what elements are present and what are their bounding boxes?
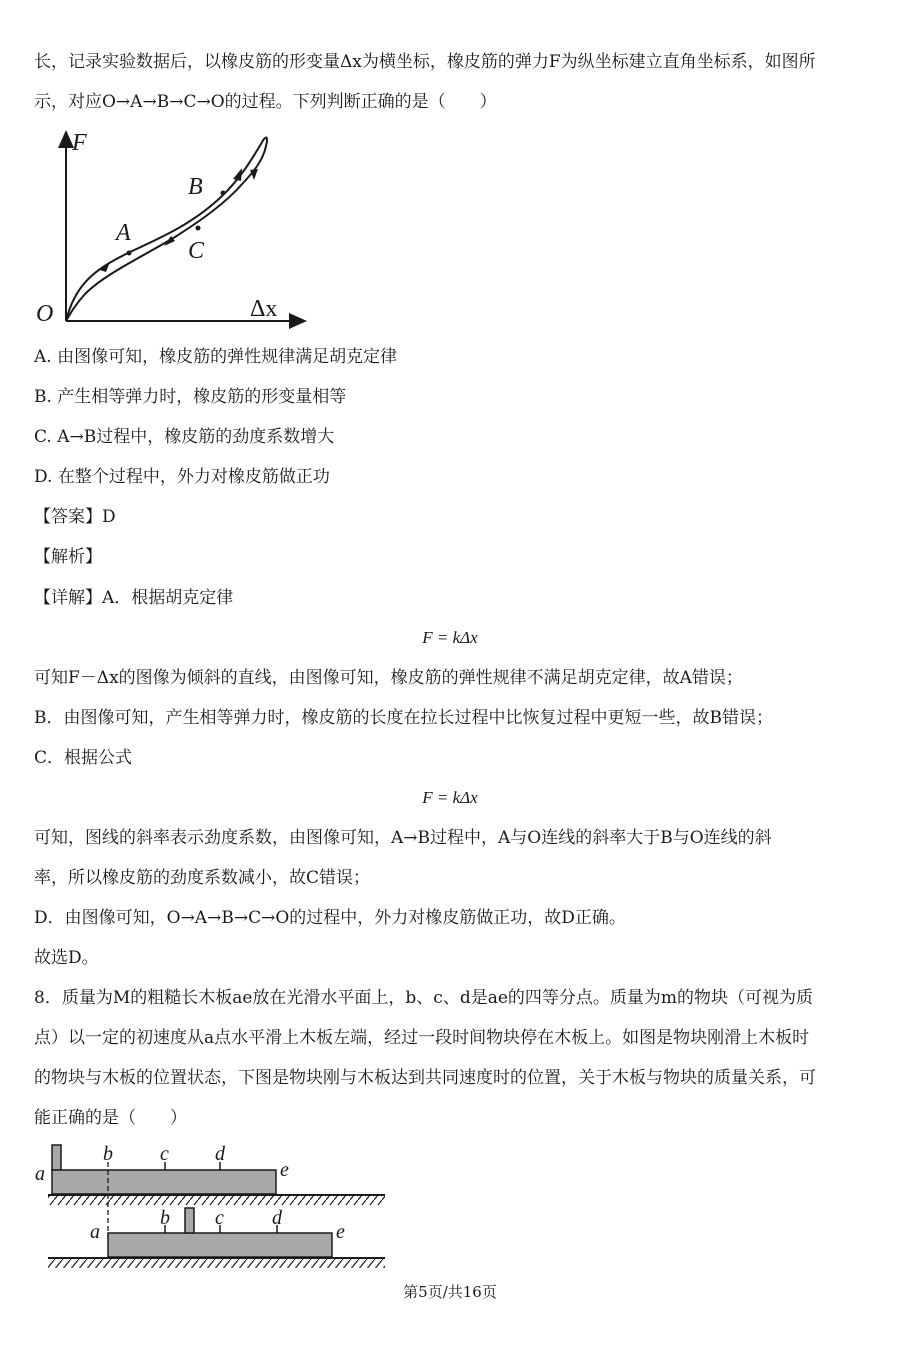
- q7-detail-line-6: 率，所以橡皮筋的劲度系数减小，故C错误；: [34, 868, 371, 888]
- origin-label: O: [36, 301, 54, 327]
- point-a-dot: [127, 251, 132, 256]
- q8-board-block-figure: [30, 1140, 400, 1275]
- q8-stem-line-1: 8．质量为M的粗糙长木板ae放在光滑水平面上，b、c、d是ae的四等分点。质量为m的物块（可视为质: [34, 988, 814, 1008]
- arrow-up-2: [233, 168, 242, 181]
- q7-detail-line-4: C．根据公式: [34, 748, 133, 768]
- bottom-label-d: d: [272, 1207, 282, 1229]
- q7-conclusion: 故选D。: [34, 948, 99, 968]
- axis-x-label: Δx: [250, 296, 278, 322]
- top-label-c: c: [160, 1143, 169, 1165]
- bottom-label-b: b: [160, 1207, 170, 1229]
- point-c-dot: [196, 226, 201, 231]
- q7-force-extension-graph: [30, 124, 320, 329]
- loading-curve: [66, 144, 261, 321]
- top-label-e: e: [280, 1159, 289, 1181]
- q7-detail-line-3: B．由图像可知，产生相等弹力时，橡皮筋的长度在拉长过程中比恢复过程中更短一些，故B错误；: [34, 708, 773, 728]
- bottom-ground-hatch: [48, 1259, 385, 1268]
- q7-option-d: D. 在整个过程中，外力对橡皮筋做正功: [34, 467, 330, 487]
- bottom-board: [108, 1233, 332, 1257]
- q8-stem-line-3: 的物块与木板的位置状态，下图是物块刚与木板达到共同速度时的位置，关于木板与物块的质量关系，可: [34, 1068, 816, 1088]
- q7-option-b: B. 产生相等弹力时，橡皮筋的形变量相等: [34, 387, 347, 407]
- top-label-b: b: [103, 1143, 113, 1165]
- q7-formula-1: F = kΔx: [422, 628, 478, 647]
- q7-option-a: A. 由图像可知，橡皮筋的弹性规律满足胡克定律: [34, 347, 398, 367]
- top-block: [52, 1145, 61, 1170]
- bottom-block: [185, 1208, 194, 1233]
- q7-analysis-heading: 【解析】: [34, 547, 102, 567]
- bottom-label-e: e: [336, 1221, 345, 1243]
- q7-answer: 【答案】D: [34, 507, 116, 527]
- q7-formula-2: F = kΔx: [422, 788, 478, 807]
- point-c-label: C: [188, 238, 205, 264]
- top-label-a: a: [35, 1163, 45, 1185]
- axis-y-label: F: [72, 130, 87, 156]
- q7-option-c: C. A→B过程中，橡皮筋的劲度系数增大: [34, 427, 335, 447]
- q7-detail-line-5: 可知，图线的斜率表示劲度系数，由图像可知，A→B过程中，A与O连线的斜率大于B与O连线的斜: [34, 828, 772, 848]
- q7-detail-line-2: 可知F－Δx的图像为倾斜的直线，由图像可知，橡皮筋的弹性规律不满足胡克定律，故A错误；: [34, 668, 743, 688]
- top-board: [52, 1170, 276, 1194]
- point-b-label: B: [188, 174, 203, 200]
- top-label-d: d: [215, 1143, 225, 1165]
- q8-stem-line-4: 能正确的是（ ）: [34, 1108, 187, 1128]
- bottom-label-a: a: [90, 1221, 100, 1243]
- q8-stem-line-2: 点）以一定的初速度从a点水平滑上木板左端，经过一段时间物块停在木板上。如图是物块刚滑上木板时: [34, 1028, 810, 1048]
- unloading-curve: [66, 182, 244, 321]
- q7-detail-line-1: 【详解】A．根据胡克定律: [34, 588, 234, 608]
- q7-detail-line-7: D．由图像可知，O→A→B→C→O的过程中，外力对橡皮筋做正功，故D正确。: [34, 908, 626, 928]
- top-ground-hatch: [48, 1196, 385, 1205]
- point-b-dot: [221, 191, 226, 196]
- q7-stem-line-1: 长，记录实验数据后，以橡皮筋的形变量Δx为横坐标，橡皮筋的弹力F为纵坐标建立直角坐标系，如图所: [34, 52, 816, 72]
- bottom-label-c: c: [215, 1207, 224, 1229]
- point-a-label: A: [116, 220, 131, 246]
- page-footer: 第5页/共16页: [403, 1283, 497, 1301]
- q7-stem-line-2: 示，对应O→A→B→C→O的过程。下列判断正确的是（ ）: [34, 92, 497, 112]
